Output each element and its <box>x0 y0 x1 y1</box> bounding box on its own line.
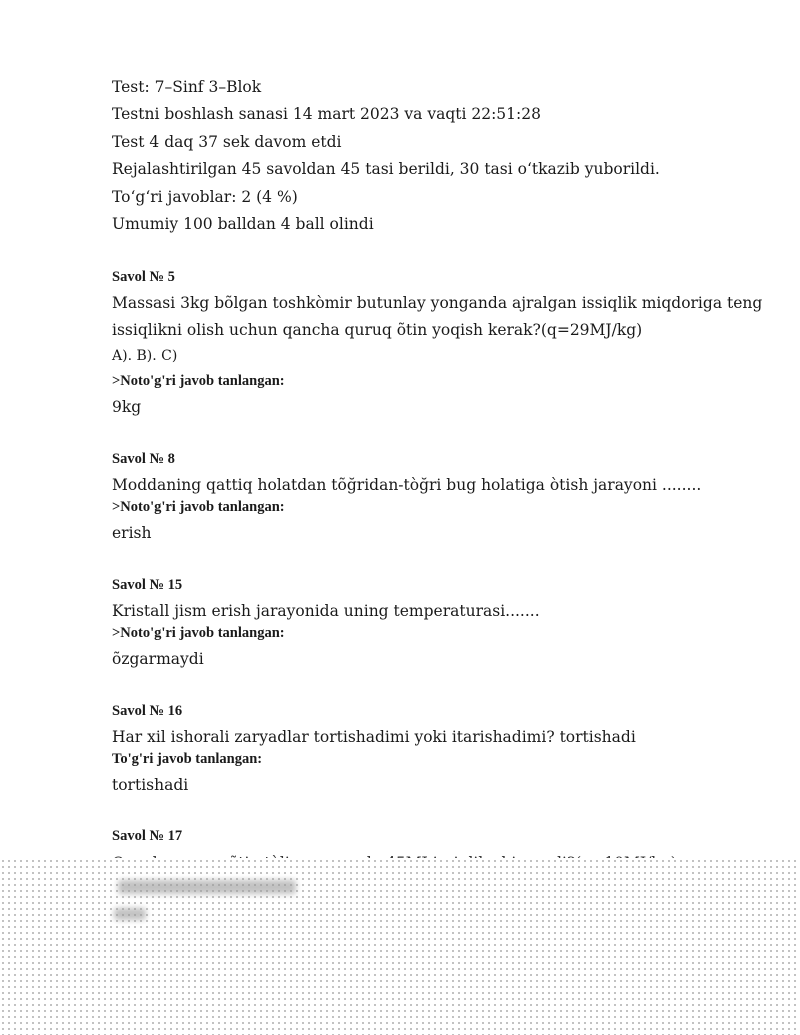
question-header: Savol № 16 <box>112 703 183 719</box>
answer-status: >Noto'g'ri javob tanlangan: <box>112 499 285 515</box>
questions-planned: Rejalashtirilgan 45 savoldan 45 tasi berildi, 30 tasi o‘tkazib yuborildi. <box>112 160 660 179</box>
question-block <box>112 576 772 674</box>
test-start-date: Testni boshlash sanasi 14 mart 2023 va vaqti 22:51:28 <box>112 105 541 124</box>
question-text: Massasi 3kg bõlgan toshkòmir butunlay yonganda ajralgan issiqlik miqdoriga teng issiqlikni olish uchun qancha quruq õtin yoqish kerak?(q=29MJ/kg) <box>112 294 763 339</box>
question-block <box>112 702 772 800</box>
question-header: Savol № 17 <box>112 828 183 844</box>
question-text: Moddaning qattiq holatdan tõğridan-tòğri bug holatiga òtish jarayoni ........ <box>112 476 702 494</box>
question-header: Savol № 15 <box>112 577 183 593</box>
test-name: Test: 7–Sinf 3–Blok <box>112 78 262 96</box>
selected-answer: tortishadi <box>112 776 189 794</box>
selected-answer: 9kg <box>112 398 142 416</box>
answer-status: To'g'ri javob tanlangan: <box>112 751 263 767</box>
selected-answer: erish <box>112 524 152 542</box>
question-header: Savol № 8 <box>112 451 175 467</box>
blurred-status <box>118 880 296 894</box>
question-text: Har xil ishorali zaryadlar tortishadimi yoki itarishadimi? tortishadi <box>112 728 636 746</box>
question-options: A). B). C) <box>112 348 178 364</box>
test-duration: Test 4 daq 37 sek davom etdi <box>112 132 342 151</box>
question-text: Kristall jism erish jarayonida uning temperaturasi....... <box>112 602 540 620</box>
answer-status: >Noto'g'ri javob tanlangan: <box>112 373 285 389</box>
question-block <box>112 450 772 548</box>
correct-answers: To‘g‘ri javoblar: 2 (4 %) <box>112 187 298 206</box>
selected-answer: õzgarmaydi <box>112 650 204 668</box>
question-block <box>112 827 772 851</box>
total-score: Umumiy 100 balldan 4 ball olindi <box>112 214 374 233</box>
question-header: Savol № 5 <box>112 269 175 285</box>
answer-status: >Noto'g'ri javob tanlangan: <box>112 625 285 641</box>
test-summary <box>112 74 772 238</box>
blurred-answer <box>114 908 146 920</box>
question-block <box>112 268 772 422</box>
